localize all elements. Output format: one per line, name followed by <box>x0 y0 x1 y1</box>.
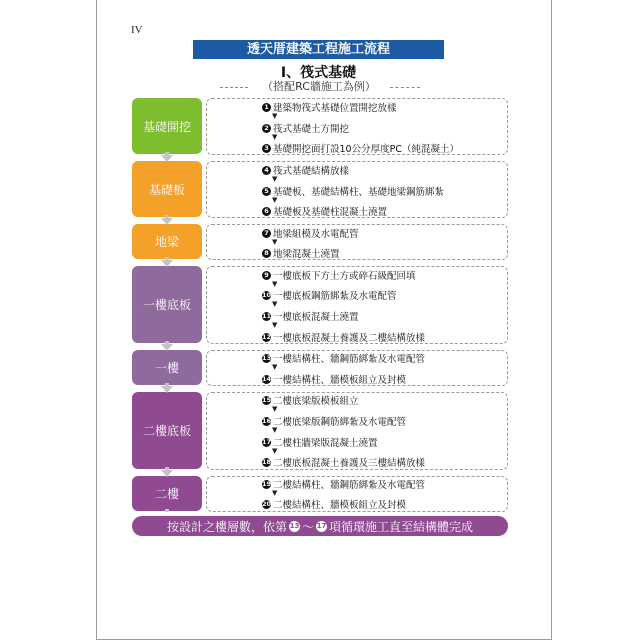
step-number: 11 <box>261 312 272 320</box>
step-number: 8 <box>262 249 271 258</box>
stage-label: 基礎板 <box>148 182 185 197</box>
step-item <box>262 455 425 469</box>
cycle-note-prefix: 按設計之樓層數，依第 <box>166 519 287 534</box>
flow-arrow-icon <box>161 155 173 162</box>
step-text: 地梁組模及水電配管 <box>273 229 359 240</box>
step-number: 9 <box>262 271 271 280</box>
page-number: IV <box>131 24 143 36</box>
step-number: 13 <box>261 354 272 362</box>
stage-foundation-excavation <box>132 98 202 154</box>
cycle-note-suffix: 項循環施工直至結構體完成 <box>329 519 474 534</box>
subtitle: （搭配RC牆施工為例） <box>262 80 376 93</box>
cycle-separator: ～ <box>301 519 314 534</box>
down-arrow-icon: ▼ <box>272 447 278 455</box>
subtitle-rule-left <box>220 87 248 89</box>
flow-arrow-icon <box>161 218 173 225</box>
down-arrow-icon: ▼ <box>272 133 278 141</box>
step-item <box>262 184 444 198</box>
step-text: 基礎板、基礎結構柱、基礎地梁鋼筋綁紮 <box>273 187 445 198</box>
step-text: 地梁混凝土澆置 <box>273 249 340 260</box>
step-text: 一樓底板鋼筋綁紮及水電配管 <box>273 291 397 302</box>
step-text: 一樓結構柱、牆模板組立及封模 <box>273 375 407 386</box>
down-arrow-icon: ▼ <box>272 175 278 183</box>
stage-label: 二樓 <box>154 487 179 501</box>
stage-2f-slab <box>132 392 202 469</box>
step-number: 5 <box>262 187 271 196</box>
step-text: 二樓結構柱、牆模板組立及封模 <box>273 500 407 511</box>
step-number: 10 <box>261 291 272 299</box>
step-item <box>262 141 459 155</box>
down-arrow-icon: ▼ <box>272 300 278 308</box>
stage-label: 二樓底板 <box>142 424 191 438</box>
step-text: 一樓結構柱、牆鋼筋綁紮及水電配管 <box>273 354 426 365</box>
step-number: 2 <box>262 124 271 133</box>
flow-arrow-icon <box>161 386 173 393</box>
down-arrow-icon: ▼ <box>272 405 278 413</box>
down-arrow-icon: ▼ <box>272 489 278 497</box>
section-heading: I、筏式基礎 <box>280 65 357 81</box>
cycle-from-number: 13 <box>289 522 300 530</box>
down-arrow-icon: ▼ <box>272 280 278 288</box>
step-item <box>262 414 406 428</box>
flow-arrow-icon <box>161 260 173 267</box>
step-text: 二樓柱牆梁版混凝土澆置 <box>273 438 378 449</box>
stage-label: 一樓底板 <box>142 298 191 312</box>
stage-foundation-slab <box>132 161 202 217</box>
step-number: 19 <box>261 480 272 488</box>
step-text: 基礎板及基礎柱混凝土澆置 <box>273 207 388 218</box>
down-arrow-icon: ▼ <box>272 238 278 246</box>
page-title: 透天厝建築工程施工流程 <box>193 40 444 59</box>
stage-label: 基礎開挖 <box>142 119 191 134</box>
step-item <box>262 100 397 114</box>
down-arrow-icon: ▼ <box>272 196 278 204</box>
step-text: 一樓底板混凝土養護及二樓結構放樣 <box>273 333 426 344</box>
flow-arrow-icon <box>161 470 173 477</box>
step-item <box>262 288 397 302</box>
stage-1f <box>132 350 202 385</box>
step-text: 筏式基礎土方開挖 <box>273 124 350 135</box>
step-text: 二樓底梁版模板組立 <box>273 396 359 407</box>
step-item <box>262 330 425 344</box>
step-item <box>262 351 425 365</box>
step-item <box>262 372 406 386</box>
stage-ground-beam <box>132 224 202 259</box>
step-number: 7 <box>262 229 271 238</box>
step-item <box>262 435 378 449</box>
cycle-to-number: 17 <box>316 522 327 530</box>
step-number: 15 <box>261 396 272 404</box>
stage-label: 地梁 <box>154 235 179 249</box>
step-text: 二樓底板混凝土養護及三樓結構放樣 <box>273 458 426 469</box>
flow-arrow-icon <box>161 344 173 351</box>
stage-label: 一樓 <box>154 361 179 375</box>
step-number: 6 <box>262 207 271 216</box>
step-text: 一樓底板混凝土澆置 <box>273 312 359 323</box>
step-item <box>262 497 406 511</box>
down-arrow-icon: ▼ <box>272 426 278 434</box>
step-number: 16 <box>261 417 272 425</box>
subtitle-rule-right <box>390 87 420 89</box>
step-number: 18 <box>261 458 272 466</box>
flow-arrow-stem <box>165 509 169 512</box>
step-number: 14 <box>261 375 272 383</box>
step-number: 1 <box>262 103 271 112</box>
down-arrow-icon: ▼ <box>272 112 278 120</box>
step-number: 12 <box>261 333 272 341</box>
step-text: 建築物筏式基礎位置開挖放樣 <box>273 103 397 114</box>
step-text: 二樓結構柱、牆鋼筋綁紮及水電配管 <box>273 480 426 491</box>
step-item <box>262 204 387 218</box>
step-item <box>262 268 416 282</box>
cycle-note-banner <box>132 516 508 536</box>
step-number: 4 <box>262 166 271 175</box>
step-number: 20 <box>261 500 272 508</box>
step-number: 3 <box>262 144 271 153</box>
stage-1f-slab <box>132 266 202 343</box>
step-text: 筏式基礎結構放樣 <box>273 166 350 177</box>
step-number: 17 <box>261 438 272 446</box>
step-item <box>262 477 425 491</box>
step-text: 二樓底梁版鋼筋綁紮及水電配管 <box>273 417 407 428</box>
step-item <box>262 246 340 260</box>
down-arrow-icon: ▼ <box>272 321 278 329</box>
step-text: 基礎開挖面打設10公分厚度PC（純混凝土） <box>273 144 459 155</box>
stage-2f <box>132 476 202 511</box>
down-arrow-icon: ▼ <box>272 363 278 371</box>
step-text: 一樓底板下方土方或碎石級配回填 <box>273 271 416 282</box>
